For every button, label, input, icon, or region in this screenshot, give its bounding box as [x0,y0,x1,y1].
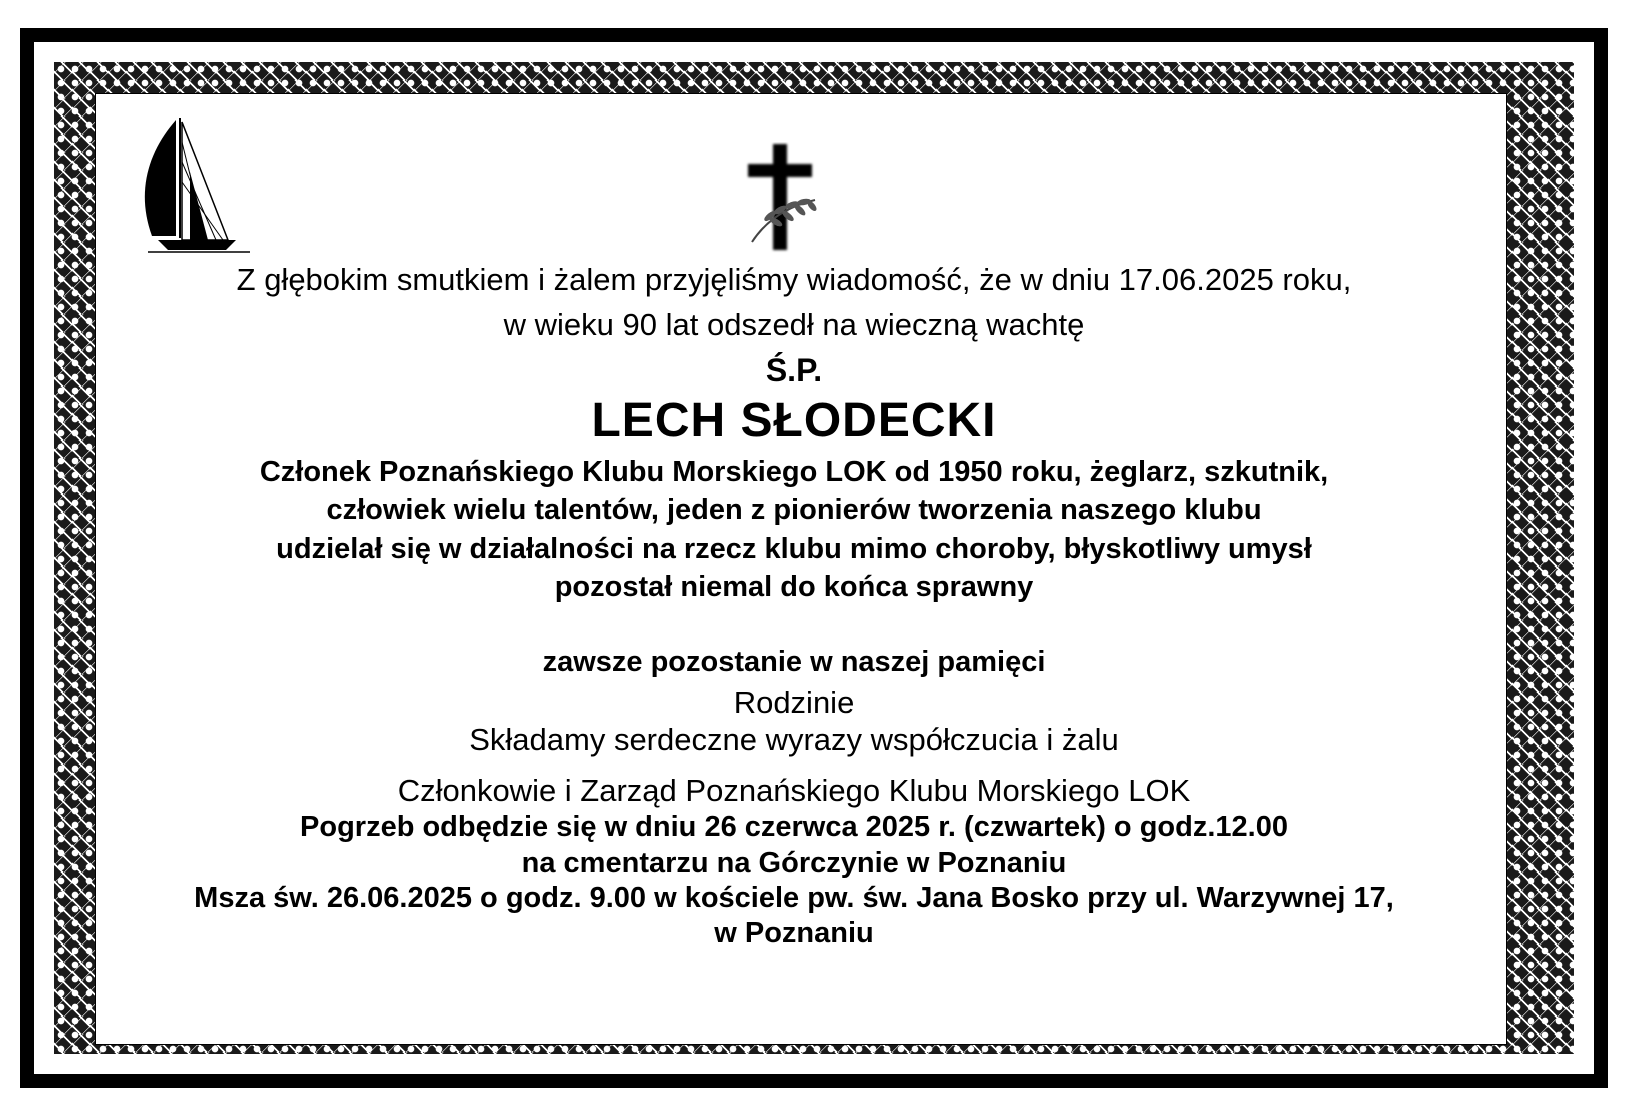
memory-line: zawsze pozostanie w naszej pamięci [542,646,1046,678]
bio-line-3: udzielał się w działalności na rzecz klubu mimo choroby, błyskotliwy umysł [276,533,1312,565]
bio-line-2: człowiek wielu talentów, jeden z pionierów tworzenia naszego klubu [326,494,1262,526]
bio-line-1: Członek Poznańskiego Klubu Morskiego LOK od 1950 roku, żeglarz, szkutnik, [259,456,1329,488]
bio-line-4: pozostał niemal do końca sprawny [554,571,1034,603]
intro-line-2: w wieku 90 lat odszedł na wieczną wachtę [503,307,1085,342]
cross-with-palm-icon [730,142,830,254]
family-line: Rodzinie [733,685,855,720]
funeral-line-4: w Poznaniu [714,917,874,949]
sailboat-icon [128,112,258,257]
prefix-sp: Ś.P. [765,352,823,388]
signature-line: Członkowie i Zarząd Poznańskiego Klubu Morskiego LOK [397,773,1191,808]
funeral-line-2: na cmentarzu na Górczynie w Poznaniu [521,847,1067,879]
deceased-name: LECH SŁODECKI [591,394,997,447]
funeral-line-1: Pogrzeb odbędzie się w dniu 26 czerwca 2025 r. (czwartek) o godz.12.00 [300,811,1288,843]
funeral-line-3: Msza św. 26.06.2025 o godz. 9.00 w kościele pw. św. Jana Bosko przy ul. Warzywnej 17, [194,882,1394,914]
intro-line-1: Z głębokim smutkiem i żalem przyjęliśmy wiadomość, że w dniu 17.06.2025 roku, [236,262,1352,297]
condolence-line: Składamy serdeczne wyrazy współczucia i żalu [469,722,1119,757]
